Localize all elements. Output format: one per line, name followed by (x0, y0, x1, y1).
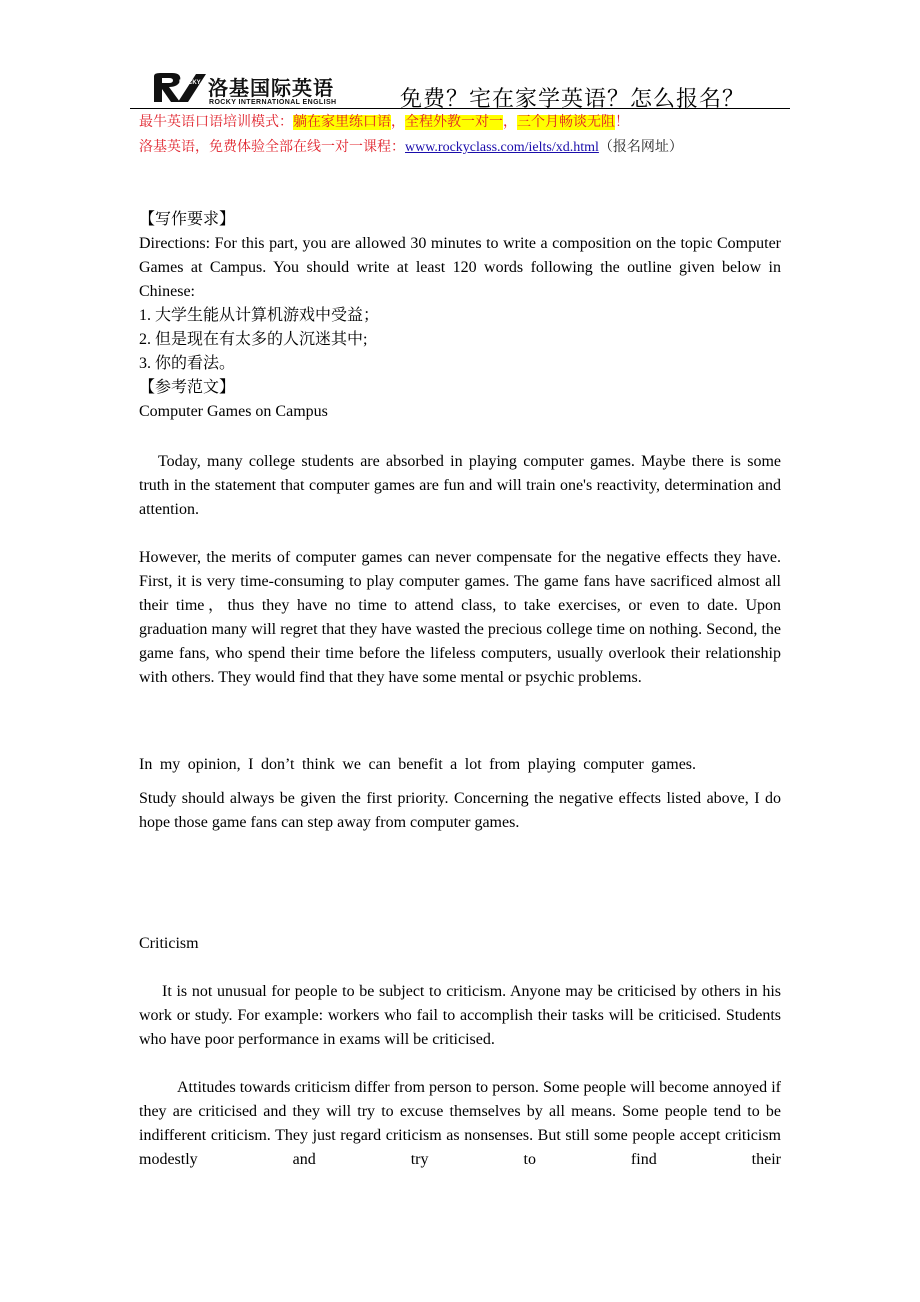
promo-separator: ， (503, 115, 517, 130)
essay-1-paragraph-3-line-1: In my opinion, I don’t think we can benefit a lot from playing computer games. (139, 756, 697, 773)
outline-item-3: 3. 你的看法。 (139, 355, 236, 372)
essay-2-title: Criticism (139, 935, 199, 952)
svg-text:ROCKY: ROCKY (179, 80, 201, 86)
rocky-logo (152, 72, 337, 108)
header-divider (130, 108, 790, 109)
rocky-logo-mark-icon (152, 72, 208, 104)
page-header (130, 66, 790, 110)
promo-end: ！ (615, 115, 629, 130)
essay-1-paragraph-1: Today, many college students are absorbed in playing computer games. Maybe there is some truth in the statement that computer games are fun and will train one's reactivity, determination and attention. (139, 453, 781, 518)
writing-requirement-section (139, 208, 781, 424)
promo-line-2 (139, 139, 683, 157)
logo-chinese-text: 洛基国际英语 (208, 76, 334, 100)
promo-prefix: 最牛英语口语培训模式： (139, 115, 293, 130)
essay-1-title: Computer Games on Campus (139, 403, 328, 420)
header-slogan: 免费？宅在家学英语？怎么报名？ (400, 86, 746, 111)
promo-highlight-1: 躺在家里练口语 (293, 115, 391, 130)
outline-item-2: 2. 但是现在有太多的人沉迷其中; (139, 331, 368, 348)
directions-text: Directions: For this part, you are allowed 30 minutes to write a composition on the topic Computer Games at Campus. You should write at least 120 words following the outline given below in Chinese: (139, 235, 781, 300)
essay-1-paragraph-3 (139, 753, 781, 777)
promo-highlight-3: 三个月畅谈无阻 (517, 115, 615, 130)
essay-2-paragraph-2: Attitudes towards criticism differ from person to person. Some people will become annoyed if they are criticised and they will try to excuse themselves by all means. Some people tend to be indifferent criticism. They just regard criticism as nonsenses. But still some people accept criticism modestly and try to find their (139, 1079, 781, 1168)
sample-heading: 【参考范文】 (139, 379, 236, 396)
logo-english-text: ROCKY INTERNATIONAL ENGLISH (209, 99, 337, 106)
essay-1-paragraph-2: However, the merits of computer games can never compensate for the negative effects they have. First, it is very time-consuming to play computer games. The game fans have sacrificed almost all their time，thus they have no time to attend class, to take exercises, or even to date. Upon graduation many will regret that they have wasted the precious college time on nothing. Second, the game fans, who spend their time before the lifeless computers, usually overlook their relationship with others. They would find that they have some mental or psychic problems. (139, 549, 781, 686)
essay-2-paragraph-1: It is not unusual for people to be subject to criticism. Anyone may be criticised by others in his work or study. For example: workers who fail to accomplish their tasks will be criticised. Students who have poor performance in exams will be criticised. (139, 983, 781, 1048)
signup-link[interactable]: www.rockyclass.com/ielts/xd.html (405, 140, 599, 155)
requirement-heading: 【写作要求】 (139, 211, 236, 228)
promo-suffix: （报名网址） (598, 140, 683, 155)
promo-prefix: 洛基英语，免费体验全部在线一对一课程： (139, 140, 405, 155)
promo-separator: ， (391, 115, 405, 130)
promo-highlight-2: 全程外教一对一 (405, 115, 503, 130)
outline-item-1: 1. 大学生能从计算机游戏中受益； (139, 307, 380, 324)
promo-line-1 (139, 114, 629, 132)
essay-1-paragraph-3-rest: Study should always be given the first priority. Concerning the negative effects listed above, I do hope those game fans can step away from computer games. (139, 790, 781, 831)
